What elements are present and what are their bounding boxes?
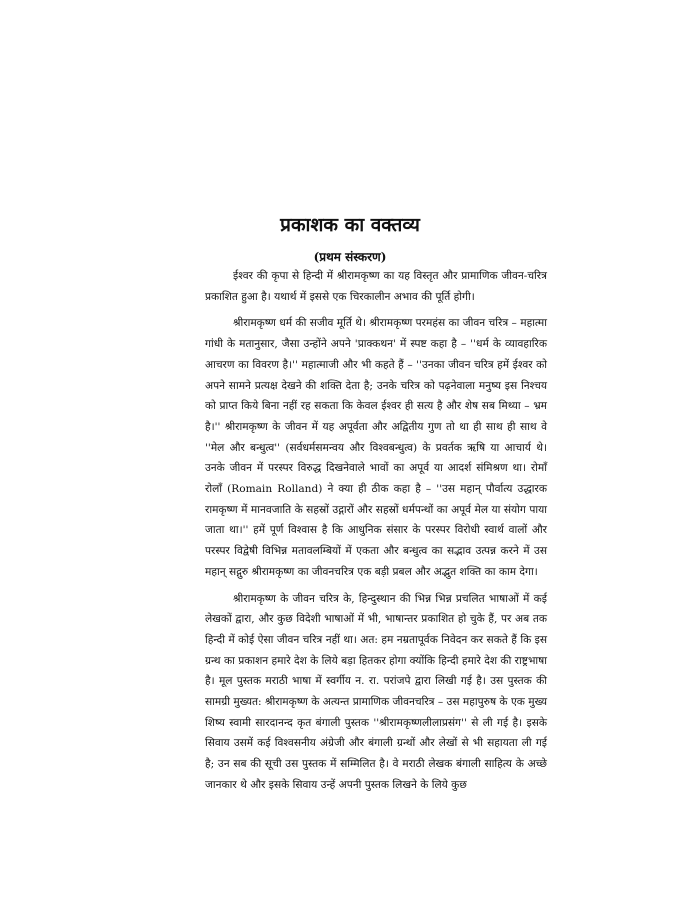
body-text bbox=[205, 266, 547, 802]
paragraph: श्रीरामकृष्ण धर्म की सजीव मूर्ति थे। श्रीरामकृष्ण परमहंस का जीवन चरित्र – महात्मा गांधी के मतानुसार, जैसा उन्होंने अपने 'प्राक्कथन' में स्पष्ट कहा है – ''धर्म के व्यावहारिक आचरण का विवरण है।'' महात्माजी और भी कहते हैं – ''उनका जीवन चरित्र हमें ईश्वर को अपने सामने प्रत्यक्ष देखने की शक्ति देता है; उनके चरित्र को पढ़नेवाला मनुष्य इस निश्चय को प्राप्त किये बिना नहीं रह सकता कि केवल ईश्वर ही सत्य है और शेष सब मिथ्या – भ्रम है।'' श्रीरामकृष्ण के जीवन में यह अपूर्वता और अद्वितीय गुण तो था ही साथ ही साथ वे ''मेल और बन्धुत्व'' (सर्वधर्मसमन्वय और विश्वबन्धुत्व) के प्रवर्तक ऋषि या आचार्य थे। उनके जीवन में परस्पर विरुद्ध दिखनेवाले भावों का अपूर्व या आदर्श संमिश्रण था। रोमाँ रोलाँ (Romain Rolland) ने क्या ही ठीक कहा है – ''उस महान् पौर्वात्य उद्धारक रामकृष्ण में मानवजाति के सहस्रों उद्गारों और सहस्रों धर्मपन्थों का अपूर्व मेल या संयोग पाया जाता था।'' हमें पूर्ण विश्वास है कि आधुनिक संसार के परस्पर विरोधी स्वार्थ वालों और परस्पर विद्वेषी विभिन्न मतावलम्बियों में एकता और बन्धुत्व का सद्भाव उत्पन्न करने में उस महान् सद्गुरु श्रीरामकृष्ण का जीवनचरित्र एक बड़ी प्रबल और अद्भुत शक्ति का काम देगा। bbox=[205, 317, 547, 578]
paragraph: श्रीरामकृष्ण के जीवन चरित्र के, हिन्दुस्थान की भिन्न भिन्न प्रचलित भाषाओं में कई लेखकों द्वारा, और कुछ विदेशी भाषाओं में भी, भाषान्तर प्रकाशित हो चुके हैं, पर अब तक हिन्दी में कोई ऐसा जीवन चरित्र नहीं था। अत: हम नम्रतापूर्वक निवेदन कर सकते हैं कि इस ग्रन्थ का प्रकाशन हमारे देश के लिये बड़ा हितकर होगा क्योंकि हिन्दी हमारे देश की राष्ट्रभाषा है। मूल पुस्तक मराठी भाषा में स्वर्गीय न. रा. परांजपे द्वारा लिखी गई है। उस पुस्तक की सामग्री मुख्यत: श्रीरामकृष्ण के अत्यन्त प्रामाणिक जीवनचरित्र – उस महापुरुष के एक मुख्य शिष्य स्वामी सारदानन्द कृत बंगाली पुस्तक ''श्रीरामकृष्णलीलाप्रसंग'' से ली गई है। इसके सिवाय उसमें कई विश्वसनीय अंग्रेजी और बंगाली ग्रन्थों और लेखों से भी सहायता ली गई है; उन सब की सूची उस पुस्तक में सम्मिलित है। वे मराठी लेखक बंगाली साहित्य के अच्छे जानकार थे और इसके सिवाय उन्हें अपनी पुस्तक लिखने के लिये कुछ bbox=[205, 592, 547, 791]
page-title: प्रकाशक का वक्तव्य bbox=[280, 214, 420, 236]
edition-subtitle: (प्रथम संस्करण) bbox=[313, 250, 387, 264]
paragraph: ईश्वर की कृपा से हिन्दी में श्रीरामकृष्ण का यह विस्तृत और प्रामाणिक जीवन-चरित्र प्रकाशित हुआ है। यथार्थ में इससे एक चिरकालीन अभाव की पूर्ति होगी। bbox=[205, 270, 547, 303]
